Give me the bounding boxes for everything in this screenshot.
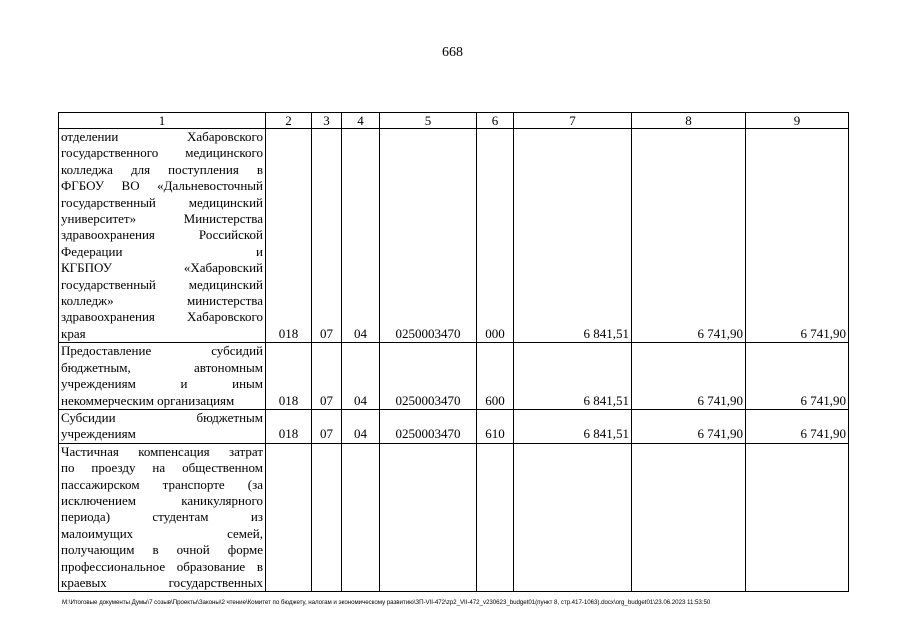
desc-line: получающим в очной форме — [61, 542, 263, 558]
col-header-9: 9 — [746, 113, 849, 129]
desc-line: периода) студентам из — [61, 509, 263, 525]
desc-line: университет» Министерства — [61, 211, 263, 227]
page-number: 668 — [442, 45, 463, 60]
desc-line: учреждениям и иным — [61, 376, 263, 392]
col-header-1: 1 — [59, 113, 266, 129]
header-row — [59, 113, 849, 129]
table-row — [59, 129, 849, 343]
cell-amount-9: 6 741,90 — [746, 409, 849, 443]
cell-expense-type: 600 — [477, 343, 514, 410]
cell-amount-8: 6 741,90 — [632, 343, 746, 410]
desc-line: отделении Хабаровского — [61, 129, 263, 144]
cell-subsection: 04 — [342, 409, 380, 443]
desc-line: краевых государственных — [61, 574, 263, 590]
cell-section: 07 — [312, 129, 342, 343]
col-header-7: 7 — [514, 113, 632, 129]
table-row — [59, 409, 849, 443]
cell-expense-type — [477, 443, 514, 592]
col-header-2: 2 — [266, 113, 312, 129]
desc-line: государственный медицинский — [61, 276, 263, 292]
cell-subsection: 04 — [342, 129, 380, 343]
cell-target — [380, 443, 477, 592]
desc-line: государственный медицинский — [61, 194, 263, 210]
cell-amount-8 — [632, 443, 746, 592]
cell-amount-8: 6 741,90 — [632, 129, 746, 343]
table-row — [59, 443, 849, 592]
cell-amount-7 — [514, 443, 632, 592]
desc-line: бюджетным, автономным — [61, 359, 263, 375]
cell-ministry: 018 — [266, 409, 312, 443]
col-header-6: 6 — [477, 113, 514, 129]
budget-table — [58, 112, 849, 592]
desc-line: здравоохранения Хабаровского — [61, 309, 263, 325]
cell-amount-7: 6 841,51 — [514, 343, 632, 410]
desc-line: здравоохранения Российской — [61, 227, 263, 243]
cell-amount-9 — [746, 443, 849, 592]
row-description — [59, 343, 266, 410]
cell-target: 0250003470 — [380, 343, 477, 410]
col-header-4: 4 — [342, 113, 380, 129]
cell-section: 07 — [312, 343, 342, 410]
desc-line: учреждениям — [61, 426, 136, 442]
desc-line: профессиональное образование в — [61, 558, 263, 574]
col-header-8: 8 — [632, 113, 746, 129]
cell-target: 0250003470 — [380, 129, 477, 343]
cell-section: 07 — [312, 409, 342, 443]
cell-target: 0250003470 — [380, 409, 477, 443]
cell-expense-type: 610 — [477, 409, 514, 443]
desc-line: некоммерческим организациям — [61, 392, 235, 408]
cell-section — [312, 443, 342, 592]
desc-line: исключением каникулярного — [61, 492, 263, 508]
cell-subsection — [342, 443, 380, 592]
cell-amount-9: 6 741,90 — [746, 129, 849, 343]
cell-ministry: 018 — [266, 343, 312, 410]
cell-amount-8: 6 741,90 — [632, 409, 746, 443]
cell-amount-9: 6 741,90 — [746, 343, 849, 410]
desc-line: пассажирском транспорте (за — [61, 476, 263, 492]
desc-line: государственного медицинского — [61, 145, 263, 161]
cell-subsection: 04 — [342, 343, 380, 410]
cell-expense-type: 000 — [477, 129, 514, 343]
cell-amount-7: 6 841,51 — [514, 129, 632, 343]
table-row — [59, 343, 849, 410]
desc-line: Предоставление субсидий — [61, 343, 263, 359]
desc-line: Субсидии бюджетным — [61, 409, 263, 425]
col-header-5: 5 — [380, 113, 477, 129]
row-description — [59, 129, 266, 343]
desc-line: края — [61, 325, 86, 341]
desc-line: Федерации и — [61, 243, 263, 259]
desc-line: КГБПОУ «Хабаровский — [61, 260, 263, 276]
desc-line: колледж» министерства — [61, 293, 263, 309]
desc-line: Частичная компенсация затрат — [61, 443, 263, 459]
cell-ministry — [266, 443, 312, 592]
desc-line: по проезду на общественном — [61, 460, 263, 476]
desc-line: малоимущих семей, — [61, 525, 263, 541]
desc-line: колледжа для поступления в — [61, 161, 263, 177]
desc-line: ФГБОУ ВО «Дальневосточный — [61, 178, 263, 194]
row-description — [59, 443, 266, 592]
cell-amount-7: 6 841,51 — [514, 409, 632, 443]
cell-ministry: 018 — [266, 129, 312, 343]
file-path-footer: M:\Итоговые документы Думы\7 созыв\Проекты\Законы\2 чтение\Комитет по бюджету, налогам и экономическому развитию\ЗП-VII-472\zp2_VII-472_v230623_budget01(пункт 8, стр.417-1063).docx\org_budget01\23.06.2023 11:53:50 — [62, 599, 711, 606]
col-header-3: 3 — [312, 113, 342, 129]
row-description — [59, 409, 266, 443]
